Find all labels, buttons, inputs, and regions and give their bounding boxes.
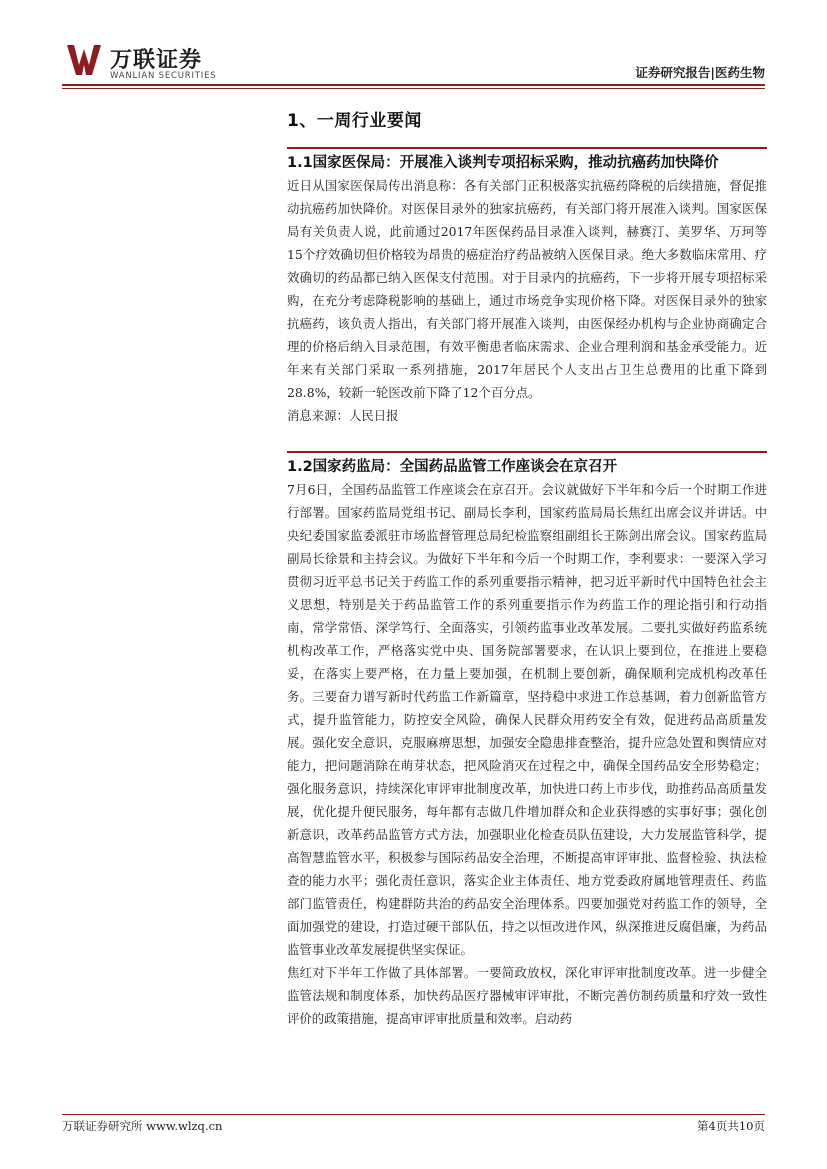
header-divider-thin — [62, 88, 765, 89]
wanlian-w-logo-icon — [66, 43, 104, 77]
news-body: 7月6日，全国药品监管工作座谈会在京召开。会议就做好下半年和今后一个时期工作进行部署。国家药监局党组书记、副局长李利，国家药监局局长焦红出席会议并讲话。中央纪委国家监委派驻市场监督管理总局纪检监察组副组长王陈剑出席会议。国家药监局副局长徐景和主持会议。为做好下半年和今后一个时期工作，李利要求：一要深入学习贯彻习近平总书记关于药监工作的系列重要指示精神，把习近平新时代中国特色社会主义思想，特别是关于药品监管工作的系列重要指示作为药监工作的理论指引和行动指南，常学常悟、深学笃行、全面落实，引领药监事业改革发展。二要扎实做好药监系统机构改革工作，严格落实党中央、国务院部署要求，在认识上要到位，在推进上要稳妥，在落实上要严格，在力量上要加强，在机制上要创新，确保顺利完成机构改革任务。三要奋力谱写新时代药监工作新篇章，坚持稳中求进工作总基调，着力创新监管方式，提升监管能力，防控安全风险，确保人民群众用药安全有效，促进药品高质量发展。强化安全意识，克服麻痹思想，加强安全隐患排查整治，提升应急处置和舆情应对能力，把问题消除在萌芽状态，把风险消灭在过程之中，确保全国药品安全形势稳定；强化服务意识，持续深化审评审批制度改革，加快进口药上市步伐，助推药品高质量发展，优化提升便民服务，每年都有志做几件增加群众和企业获得感的实事好事；强化创新意识，改革药品监管方式方法，加强职业化检查员队伍建设，大力发展监管科学，提高智慧监管水平，积极参与国际药品安全治理，不断提高审评审批、监督检验、执法检查的能力水平；强化责任意识，落实企业主体责任、地方党委政府属地管理责任、药监部门监管责任，构建群防共治的药品安全治理体系。四要加强党对药监工作的领导，全面加强党的建设，打造过硬干部队伍，持之以恒改进作风，纵深推进反腐倡廉，为药品监管事业改革发展提供坚实保证。 — [287, 482, 767, 957]
news-source: 消息来源：人民日报 — [287, 408, 399, 423]
company-logo — [66, 43, 246, 83]
report-type: 证券研究报告|医药生物 — [635, 65, 765, 80]
main-content — [287, 106, 767, 1030]
footer-institute: 万联证券研究所 www.wlzq.cn — [62, 1119, 223, 1133]
logo-chinese-name: 万联证券 — [110, 48, 203, 73]
news-body: 近日从国家医保局传出消息称：各有关部门正积极落实抗癌药降税的后续措施，督促推动抗癌药加快降价。对医保目录外的独家抗癌药，有关部门将开展准入谈判。国家医保局有关负责人说，此前通过2017年医保药品目录准入谈判，赫赛汀、美罗华、万珂等15个疗效确切但价格较为昂贵的癌症治疗药品被纳入医保目录。绝大多数临床常用、疗效确切的药品都已纳入医保支付范围。对于目录内的抗癌药，下一步将开展专项招标采购，在充分考虑降税影响的基础上，通过市场竞争实现价格下降。对医保目录外的独家抗癌药，该负责人指出，有关部门将开展准入谈判，由医保经办机构与企业协商确定合理的价格后纳入目录范围，有效平衡患者临床需求、企业合理利润和基金承受能力。近年来有关部门采取一系列措施，2017年居民个人支出占卫生总费用的比重下降到28.8%，较新一轮医改前下降了12个百分点。 — [287, 178, 767, 400]
news-heading: 1.1国家医保局：开展准入谈判专项招标采购，推动抗癌药加快降价 — [287, 147, 767, 174]
footer-divider — [62, 1114, 765, 1115]
news-body-continued: 焦红对下半年工作做了具体部署。一要简政放权，深化审评审批制度改革。进一步健全监管法规和制度体系，加快药品医疗器械审评审批，不断完善仿制药质量和疗效一致性评价的政策措施，提高审评审批质量和效率。启动药 — [287, 965, 767, 1026]
section-title: 1、一周行业要闻 — [287, 111, 422, 131]
news-item — [287, 147, 767, 427]
news-heading: 1.2国家药监局：全国药品监管工作座谈会在京召开 — [287, 451, 767, 478]
header-divider — [62, 84, 765, 86]
logo-english-name: WANLIAN SECURITIES — [110, 71, 217, 81]
news-item — [287, 451, 767, 1030]
page-number: 第4页共10页 — [697, 1119, 765, 1133]
